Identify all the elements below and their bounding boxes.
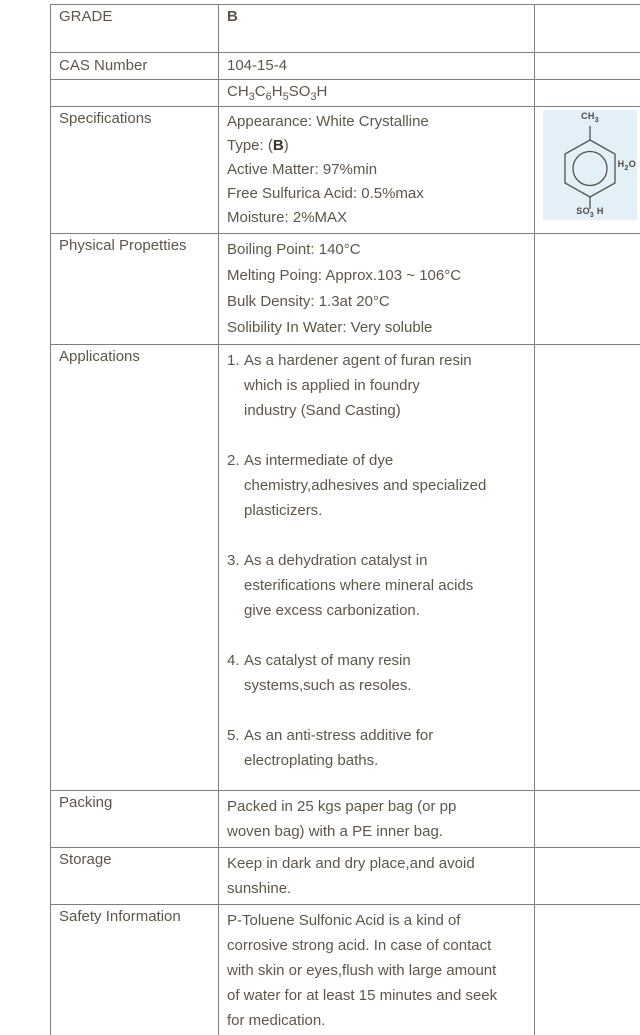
type-suffix: ): [283, 137, 289, 154]
text-line: Solibility In Water: Very soluble: [227, 319, 433, 336]
empty-cell: [535, 905, 640, 1035]
application-item-text: [244, 348, 526, 423]
physical-properties-label: Physical Propetties: [51, 234, 219, 345]
empty-cell: [535, 848, 640, 905]
grade-label: GRADE: [51, 5, 219, 53]
empty-cell: [535, 5, 640, 53]
chemical-structure-image: [543, 110, 637, 220]
table-row-physical-properties: [51, 234, 640, 345]
applications-label: Applications: [51, 345, 219, 791]
table-row-packing: [51, 791, 640, 848]
text-line: systems,such as resoles.: [244, 677, 412, 694]
text-line: As catalyst of many resin: [244, 652, 411, 669]
text-line: As a hardener agent of furan resin: [244, 352, 472, 369]
text-line: plasticizers.: [244, 502, 323, 519]
physical-properties-content: [219, 234, 535, 345]
subscript-text: 5: [282, 91, 289, 103]
text-line: woven bag) with a PE inner bag.: [227, 823, 443, 840]
text-line: chemistry,adhesives and specialized: [244, 477, 487, 494]
methyl-group-label: [543, 111, 637, 124]
segment-text: H: [594, 206, 604, 217]
safety-information-label: Safety Information: [51, 905, 219, 1035]
type-prefix: Type: (: [227, 137, 273, 154]
text-line: of water for at least 15 minutes and seek: [227, 987, 498, 1004]
table-row-storage: [51, 848, 640, 905]
structure-cell: [535, 107, 640, 234]
safety-information-content: [219, 905, 535, 1035]
text-line: corrosive strong acid. In case of contact: [227, 937, 492, 954]
empty-cell: [535, 791, 640, 848]
application-item-text: [244, 648, 526, 698]
type-value: B: [272, 137, 284, 154]
segment-text: SO: [576, 206, 590, 217]
segment-text: CH: [227, 83, 249, 100]
text-line: Bulk Density: 1.3at 20°C: [227, 293, 390, 310]
packing-label: Packing: [51, 791, 219, 848]
subscript-text: 2: [624, 164, 629, 172]
text-line: As a dehydration catalyst in: [244, 552, 428, 569]
appearance-line: Appearance: White Crystalline: [227, 113, 429, 130]
application-item-number: 5.: [227, 727, 240, 744]
storage-label: Storage: [51, 848, 219, 905]
product-spec-table: [50, 4, 640, 1035]
application-item-text: [244, 723, 526, 773]
text-line: electroplating baths.: [244, 752, 379, 769]
specifications-content: [219, 107, 535, 234]
segment-text: SO: [288, 83, 311, 100]
empty-cell: [535, 53, 640, 80]
table-row-specifications: [51, 107, 640, 234]
type-line: [227, 134, 526, 158]
chemical-formula: [219, 80, 535, 107]
application-item: [227, 723, 526, 773]
application-item-number: 2.: [227, 452, 240, 469]
table-row-safety-information: [51, 905, 640, 1035]
subscript-text: 3: [589, 212, 595, 219]
segment-text: C: [254, 83, 266, 100]
cas-number-value: 104-15-4: [219, 53, 535, 80]
text-line: P-Toluene Sulfonic Acid is a kind of: [227, 912, 461, 929]
text-line: Packed in 25 kgs paper bag (or pp: [227, 798, 457, 815]
text-line: Boiling Point: 140°C: [227, 241, 361, 258]
water-label: [618, 159, 636, 172]
spec-lines-rest: [227, 158, 526, 230]
application-item: [227, 348, 526, 423]
text-line: Melting Poing: Approx.103 ~ 106°C: [227, 267, 462, 284]
empty-cell: [535, 80, 640, 107]
text-line: with skin or eyes,flush with large amount: [227, 962, 497, 979]
text-line: industry (Sand Casting): [244, 402, 401, 419]
segment-text: H: [316, 83, 328, 100]
subscript-text: 6: [265, 91, 272, 103]
segment-text: H: [271, 83, 283, 100]
application-item: [227, 648, 526, 698]
applications-content: [219, 345, 535, 791]
sulfonic-group-label: [543, 206, 637, 219]
specifications-label: Specifications: [51, 107, 219, 234]
application-item: [227, 548, 526, 623]
application-item-number: 4.: [227, 652, 240, 669]
application-item-number: 3.: [227, 552, 240, 569]
table-row-cas-number: [51, 53, 640, 80]
application-item-number: 1.: [227, 352, 240, 369]
table-row-grade: [51, 5, 640, 53]
text-line: Keep in dark and dry place,and avoid: [227, 855, 475, 872]
subscript-text: 3: [248, 91, 255, 103]
empty-cell: [51, 80, 219, 107]
empty-cell: [535, 345, 640, 791]
text-line: Active Matter: 97%min: [227, 161, 378, 178]
text-line: which is applied in foundry: [244, 377, 420, 394]
text-line: esterifications where mineral acids: [244, 577, 474, 594]
text-line: Free Sulfurica Acid: 0.5%max: [227, 185, 424, 202]
grade-value: B: [219, 5, 535, 53]
packing-content: [219, 791, 535, 848]
subscript-text: 3: [310, 91, 317, 103]
application-item-text: [244, 448, 526, 523]
storage-content: [219, 848, 535, 905]
cas-number-label: CAS Number: [51, 53, 219, 80]
text-line: Moisture: 2%MAX: [227, 209, 348, 226]
application-item-text: [244, 548, 526, 623]
text-line: As an anti-stress additive for: [244, 727, 434, 744]
text-line: sunshine.: [227, 880, 292, 897]
segment-text: O: [628, 159, 636, 169]
application-item: [227, 448, 526, 523]
text-line: As intermediate of dye: [244, 452, 394, 469]
subscript-text: 3: [594, 116, 599, 124]
table-row-applications: [51, 345, 640, 791]
segment-text: H: [617, 159, 625, 169]
segment-text: CH: [581, 111, 595, 121]
text-line: for medication.: [227, 1012, 326, 1029]
text-line: give excess carbonization.: [244, 602, 420, 619]
empty-cell: [535, 234, 640, 345]
table-row-formula: [51, 80, 640, 107]
